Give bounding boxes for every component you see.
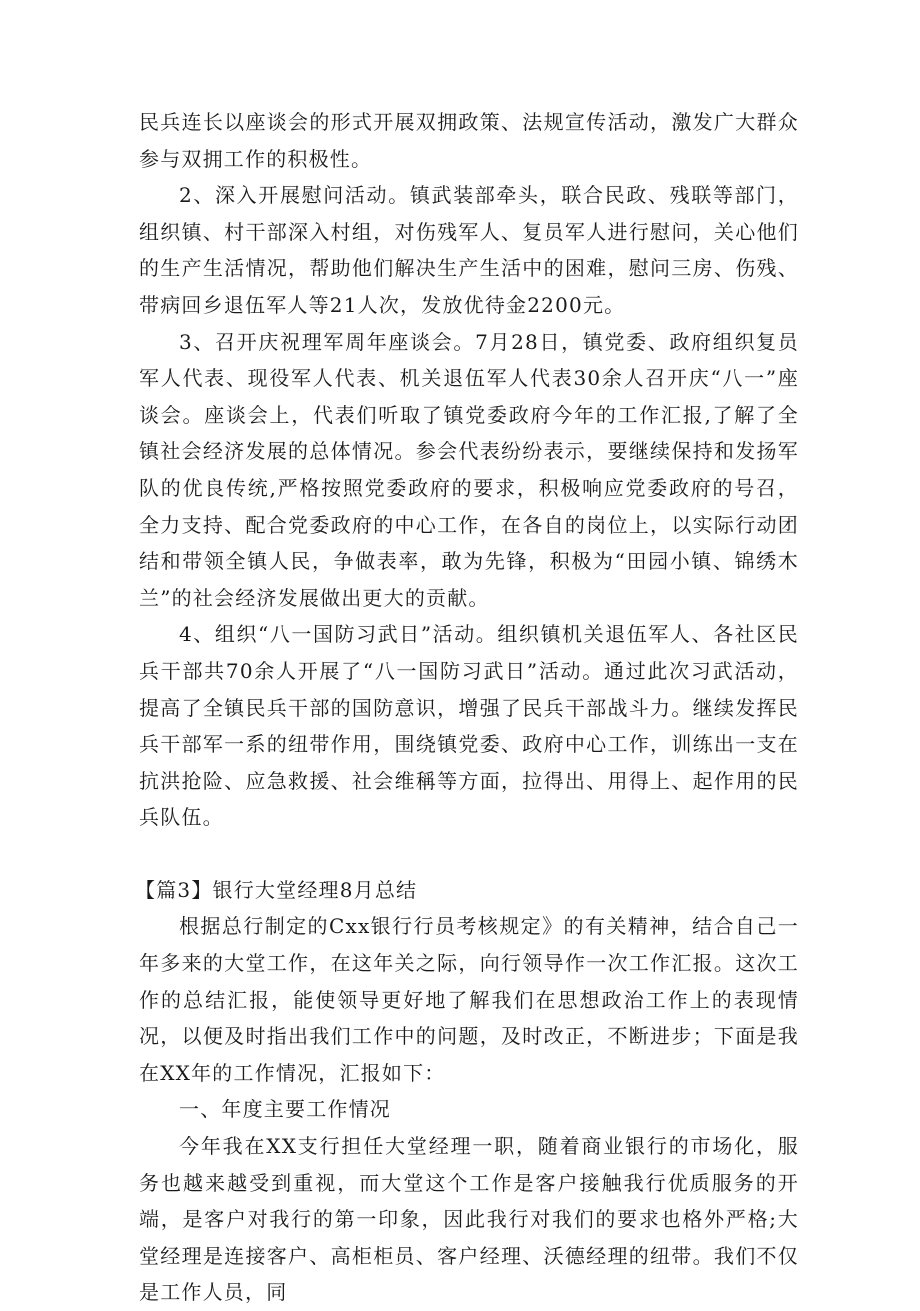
paragraph-work-detail: 今年我在XX支行担任大堂经理一职，随着商业银行的市场化，服务也越来越受到重视，而大堂这个工作是客户接触我行优质服务的开端，是客户对我行的第一印象，因此我行对我们的要求也格外严格;大堂经理是连接客户、高柜柜员、客户经理、沃德经理的纽带。我们不仅是工作人员，同 [139,1134,799,1305]
document-body [135,104,799,1311]
section-spacer [139,836,799,872]
paragraph-item-2: 2、深入开展慰问活动。镇武装部牵头，联合民政、残联等部门，组织镇、村干部深入村组，对伤残军人、复员军人进行慰问，关心他们的生产生活情况，帮助他们解决生产生活中的困难，慰问三房、伤残、带病回乡退伍军人等21人次，发放优待金2200元。 [139,183,799,317]
section-title: 【篇3】银行大堂经理8月总结 [135,877,418,902]
paragraph-continuation: 民兵连长以座谈会的形式开展双拥政策、法规宣传活动，激发广大群众参与双拥工作的积极性。 [139,110,799,171]
subheading-annual-work: 一、年度主要工作情况 [179,1097,391,1122]
paragraph-item-3: 3、召开庆祝理军周年座谈会。7月28日，镇党委、政府组织复员军人代表、现役军人代表、机关退伍军人代表30余人召开庆“八一”座谈会。座谈会上，代表们听取了镇党委政府今年的工作汇报,了解了全镇社会经济发展的总体情况。参会代表纷纷表示，要继续保持和发扬军队的优良传统,严格按照党委政府的要求，积极响应党委政府的号召，全力支持、配合党委政府的中心工作，在各自的岗位上，以实际行动团结和带领全镇人民，争做表率，敢为先锋，积极为“田园小镇、锦绣木兰”的社会经济发展做出更大的贡献。 [139,329,799,610]
paragraph-item-4: 4、组织“八一国防习武日”活动。组织镇机关退伍军人、各社区民兵干部共70余人开展了“八一国防习武日”活动。通过此次习武活动，提高了全镇民兵干部的国防意识，增强了民兵干部战斗力。继续发挥民兵干部军一系的纽带作用，围绕镇党委、政府中心工作，训练出一支在抗洪抢险、应急救援、社会维稱等方面，拉得出、用得上、起作用的民兵队伍。 [139,622,799,830]
paragraph-intro: 根据总行制定的Cxx银行行员考核规定》的有关精神，结合自己一年多来的大堂工作，在这年关之际，向行领导作一次工作汇报。这次工作的总结汇报，能使领导更好地了解我们在思想政治工作上的表现情况，以便及时指出我们工作中的问题，及时改正，不断进步；下面是我在XX年的工作情况，汇报如下： [139,914,799,1085]
